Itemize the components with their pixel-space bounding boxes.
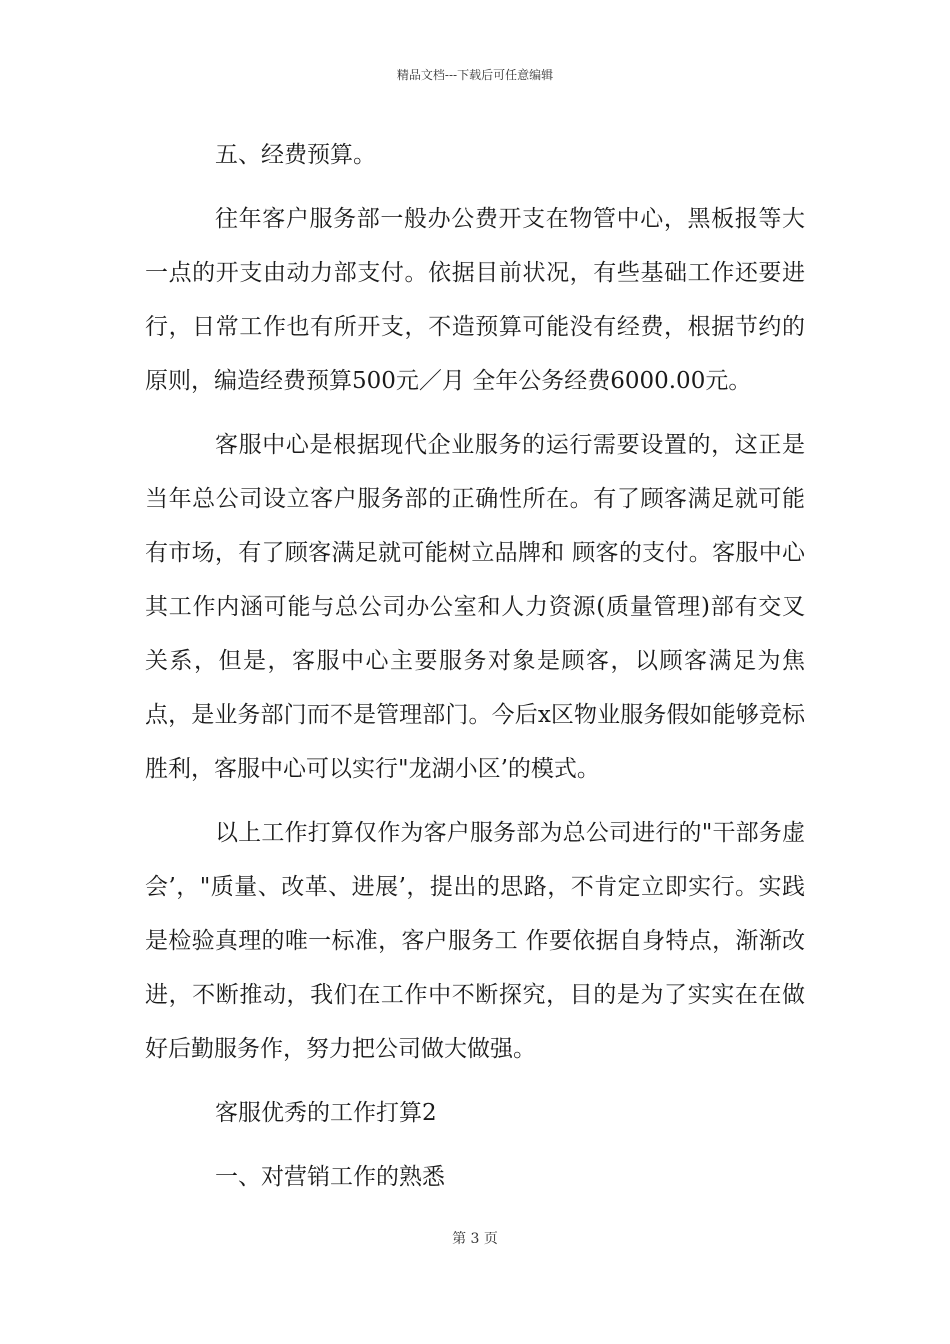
page-header: 精品文档---下载后可任意编辑	[396, 68, 554, 82]
page-number: 第 3 页	[452, 1231, 498, 1247]
section-heading-marketing: 一、对营销工作的熟悉	[215, 1164, 445, 1190]
section-title-plan-2: 客服优秀的工作打算2	[215, 1100, 437, 1126]
section-heading-budget: 五、经费预算。	[215, 142, 376, 168]
paragraph-budget: 往年客户服务部一般办公费开支在物管中心，黑板报等大一点的开支由动力部支付。依据目前状况，有些基础工作还要进行，日常工作也有所开支，不造预算可能没有经费，根据节约的原则，编造经费预算500元／月 全年公务经费6000.00元。	[145, 206, 805, 394]
document-body	[145, 128, 805, 1204]
paragraph-plan-summary: 以上工作打算仅作为客户服务部为总公司进行的"干部务虚会’，"质量、改革、进展’，提出的思路，不肯定立即实行。实践是检验真理的唯一标准，客户服务工 作要依据自身特点，渐渐改进，不断推动，我们在工作中不断探究，目的是为了实实在在做好后勤服务作，努力把公司做大做强。	[145, 820, 805, 1062]
paragraph-service-center: 客服中心是根据现代企业服务的运行需要设置的，这正是当年总公司设立客户服务部的正确性所在。有了顾客满足就可能有市场，有了顾客满足就可能树立品牌和 顾客的支付。客服中心其工作内涵可能与总公司办公室和人力资源(质量管理)部有交叉关系，但是，客服中心主要服务对象是顾客，以顾客满足为焦点，是业务部门而不是管理部门。今后x区物业服务假如能够竞标胜利，客服中心可以实行"龙湖小区’的模式。	[145, 432, 805, 782]
